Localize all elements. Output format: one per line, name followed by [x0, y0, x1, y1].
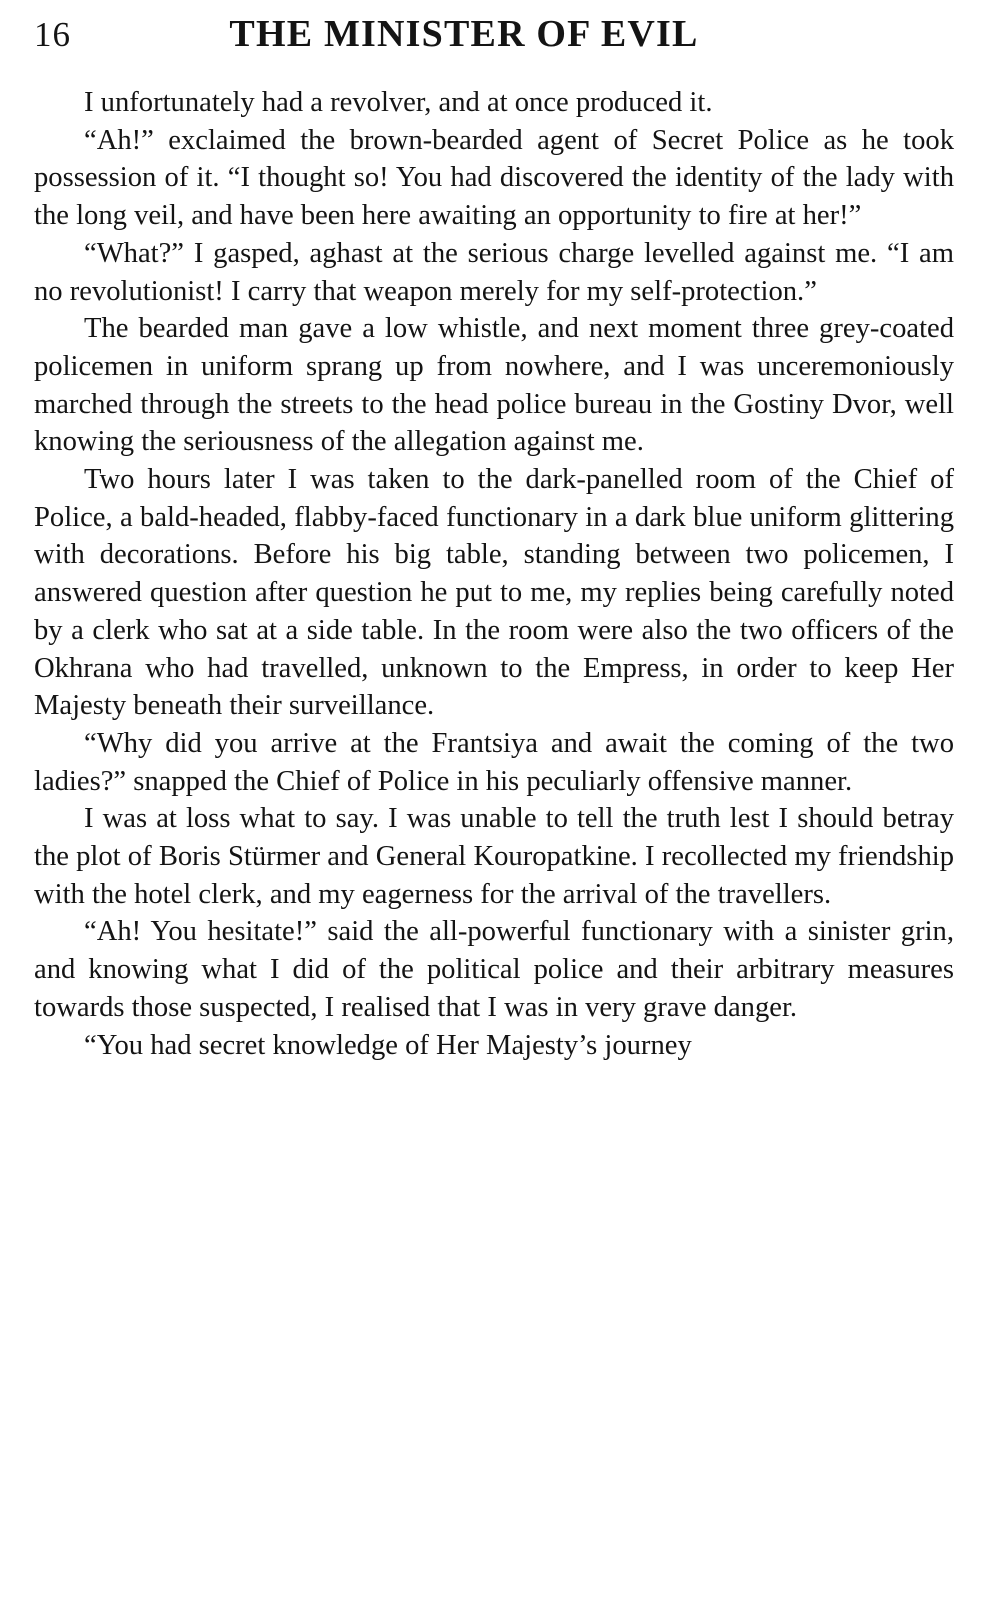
paragraph: “You had secret knowledge of Her Majesty’s journey — [84, 1029, 692, 1061]
page-number: 16 — [34, 15, 71, 54]
paragraph: “What?” I gasped, aghast at the serious charge levelled against me. “I am no revolutionist! I carry that weapon merely for my self-protection.” — [34, 237, 954, 307]
paragraph: “Ah!” exclaimed the brown-bearded agent of Secret Police as he took possession of it. “I thought so! You had discovered the identity of the lady with the long veil, and have been here awaiting an opportunity to fire at her!” — [34, 124, 954, 232]
paragraph: I was at loss what to say. I was unable to tell the truth lest I should betray the plot of Boris Stürmer and General Kouropatkine. I recollected my friendship with the hotel clerk, and my eagerness for the arrival of the travellers. — [34, 803, 954, 910]
body-text — [34, 84, 954, 1064]
paragraph: “Ah! You hesitate!” said the all-powerful functionary with a sinister grin, and knowing what I did of the political police and their arbitrary measures towards those suspected, I realised that I was in very grave danger. — [34, 916, 954, 1023]
paragraph: “Why did you arrive at the Frantsiya and await the coming of the two ladies?” snapped the Chief of Police in his peculiarly offensive manner. — [34, 727, 954, 797]
paragraph: I unfortunately had a revolver, and at once produced it. — [84, 87, 713, 118]
running-title: THE MINISTER OF EVIL — [229, 13, 699, 55]
paragraph: Two hours later I was taken to the dark-panelled room of the Chief of Police, a bald-headed, flabby-faced functionary in a dark blue uniform glittering with decorations. Before his big table, standing between two policemen, I answered question after question he put to me, my replies being carefully noted by a clerk who sat at a side table. In the room were also the two officers of the Okhrana who had travelled, unknown to the Empress, in order to keep Her Majesty beneath their surveillance. — [34, 464, 954, 722]
book-page — [34, 12, 954, 1064]
page-header — [34, 12, 954, 74]
paragraph: The bearded man gave a low whistle, and next moment three grey-coated policemen in uniform sprang up from nowhere, and I was unceremoniously marched through the streets to the head police bureau in the Gostiny Dvor, well knowing the seriousness of the allegation against me. — [34, 313, 954, 458]
